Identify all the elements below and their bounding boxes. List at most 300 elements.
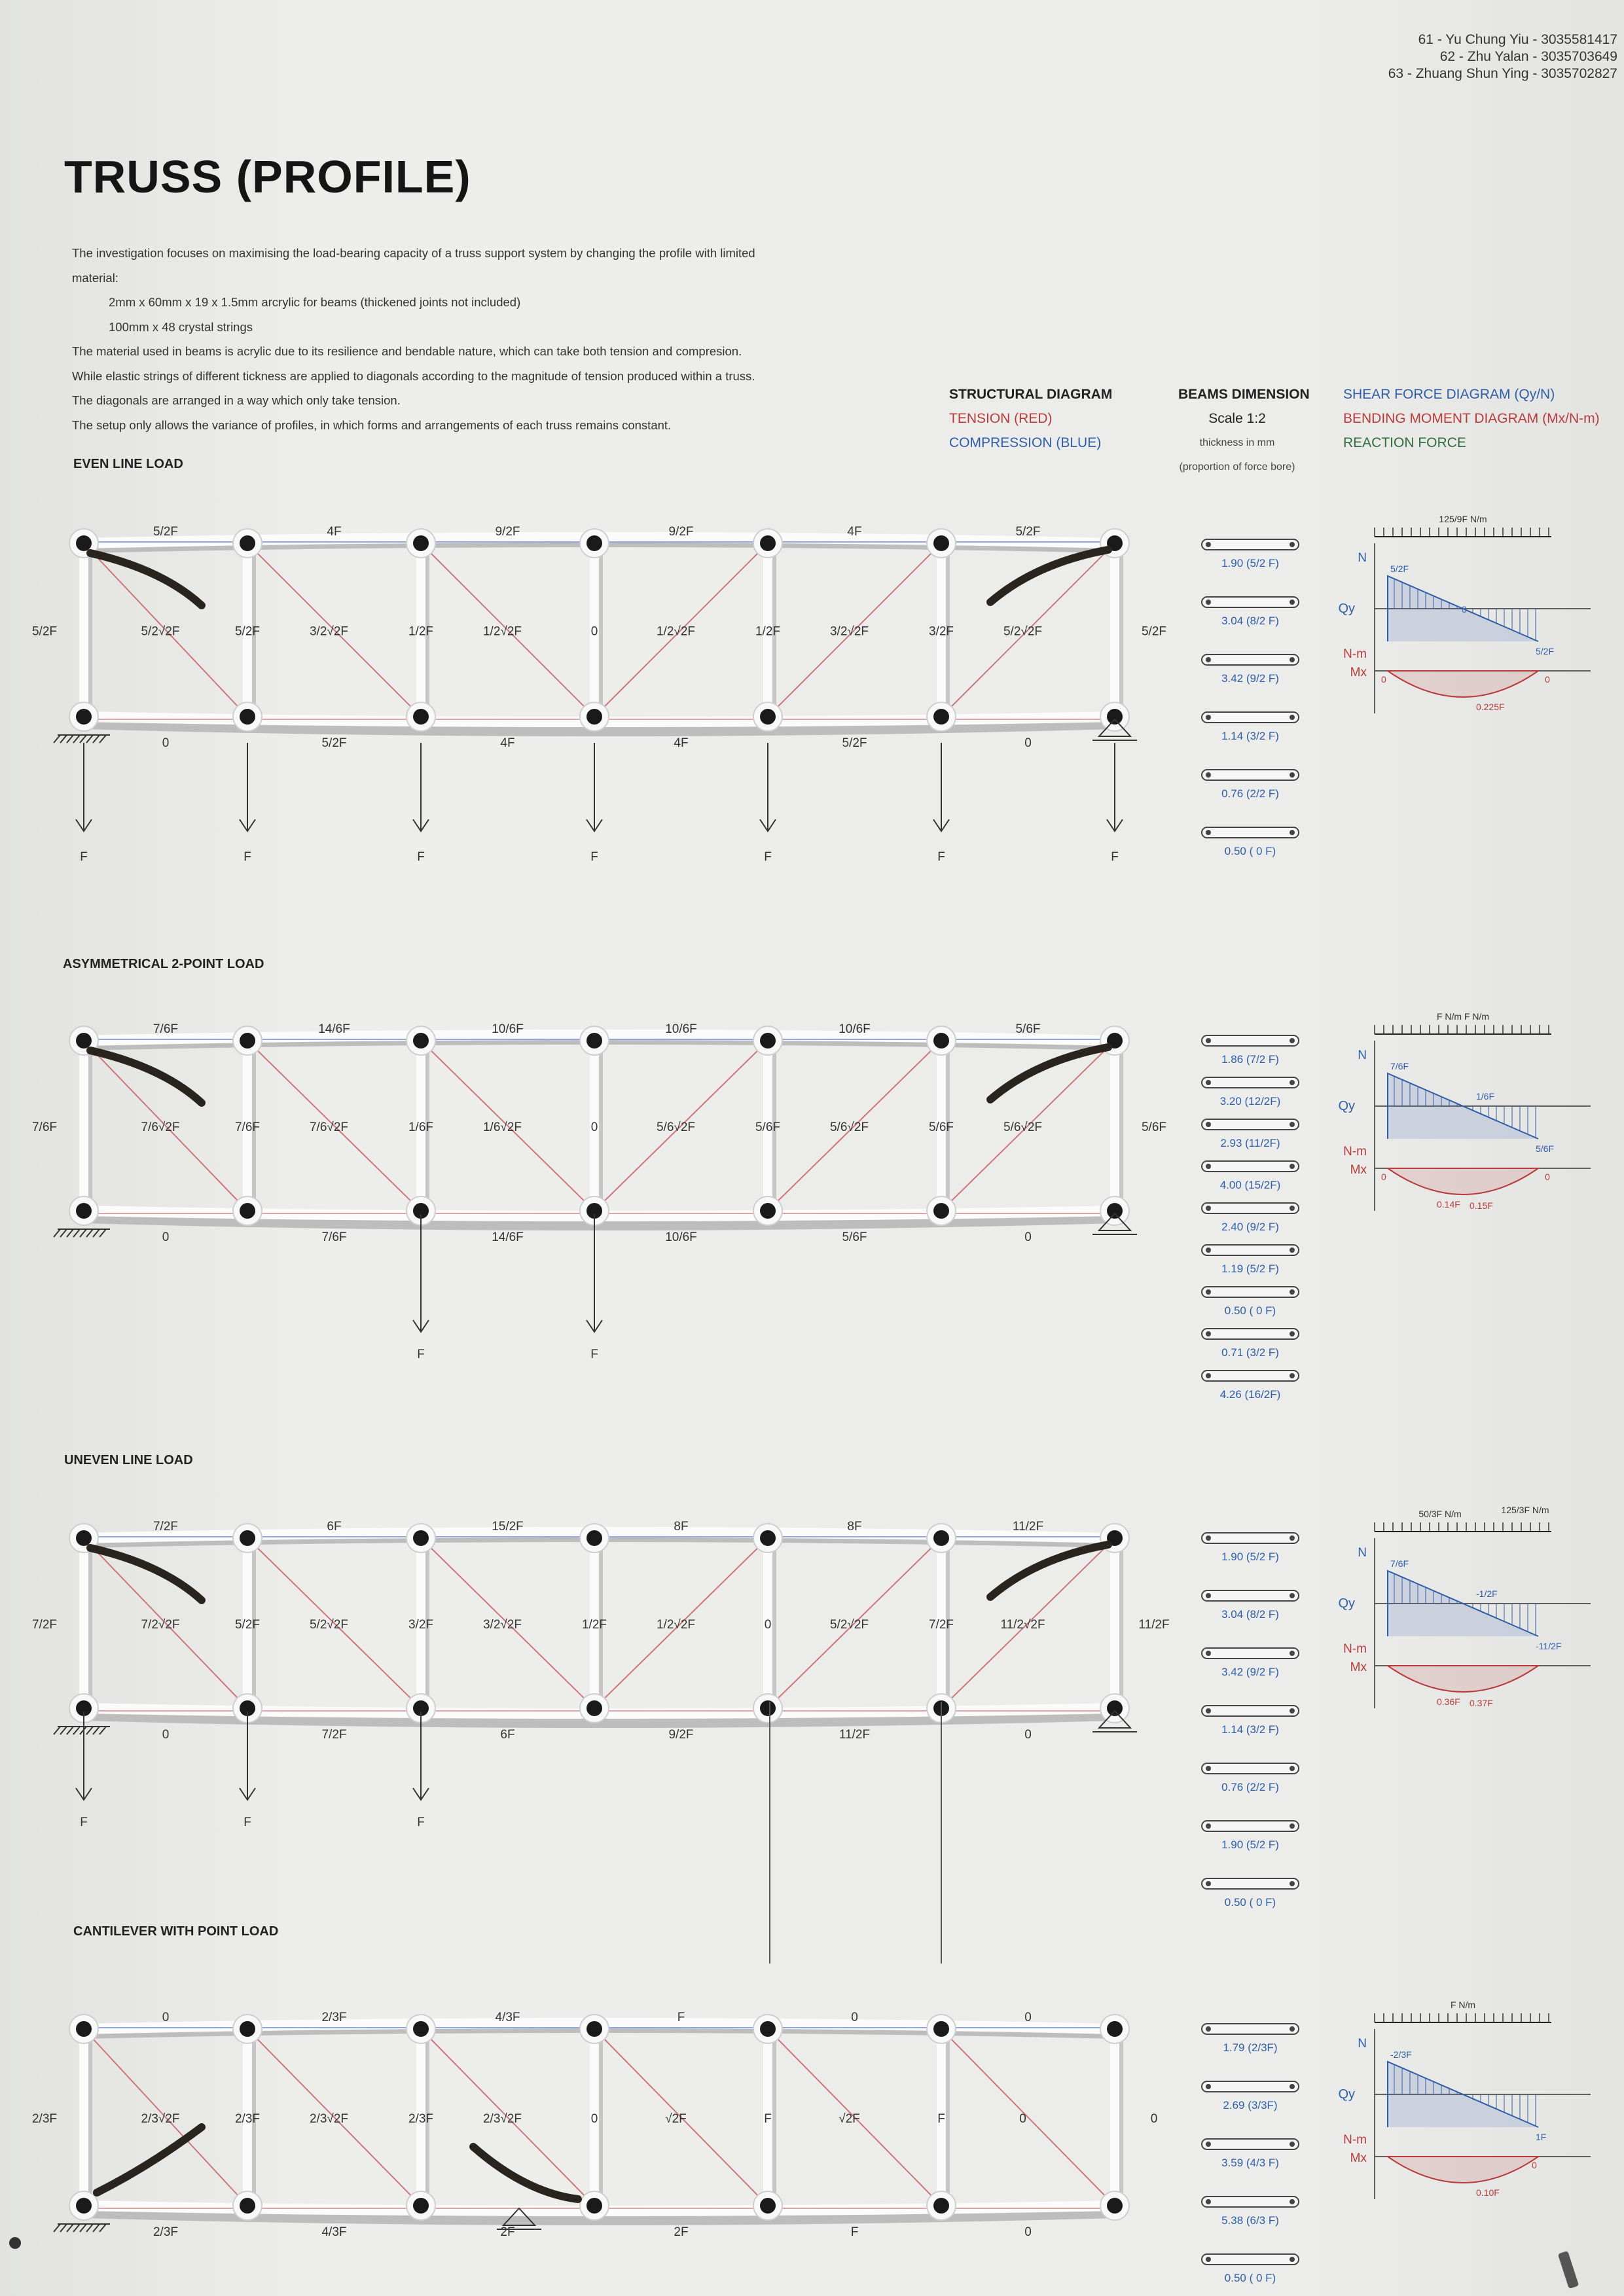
intro-line: While elastic strings of different tickness are applied to diagonals according to the magnitude of tension produced within a truss.	[72, 368, 755, 383]
hatch-line	[60, 735, 67, 743]
beam-shape-icon	[1202, 827, 1299, 838]
member-force-label: 0	[590, 2112, 598, 2126]
legend-proportion: (proportion of force bore)	[1179, 461, 1295, 473]
joint-bolt-icon	[760, 535, 776, 551]
joint-bolt-icon	[760, 1530, 776, 1546]
diagram-load-label: 125/9F N/m	[1439, 514, 1487, 524]
hatch-line	[99, 2224, 106, 2232]
intro-line: 2mm x 60mm x 19 x 1.5mm arcrylic for beams (thickened joints not included)	[109, 295, 521, 309]
top-force-label: 2/3F	[321, 2011, 347, 2024]
diagram-load-label: 50/3F N/m	[1418, 1509, 1462, 1519]
moment-diagram	[1388, 2157, 1538, 2183]
top-force-label: 0	[162, 2011, 170, 2024]
beam-hole-icon	[1206, 1373, 1211, 1378]
top-force-label: 4/3F	[495, 2011, 520, 2024]
joint-bolt-icon	[76, 535, 92, 551]
hatch-line	[54, 735, 60, 743]
bottom-force-label: 2F	[500, 2225, 515, 2239]
top-force-label: 4F	[847, 525, 862, 539]
shear-value-label: 1/6F	[1476, 1091, 1495, 1102]
top-force-label: 15/2F	[492, 1520, 524, 1534]
member-force-label: 7/2F	[928, 1618, 954, 1632]
beam-hole-icon	[1290, 1080, 1295, 1085]
beam-dimension-label: 3.42 (9/2 F)	[1221, 1666, 1279, 1678]
beam-dimension-label: 1.19 (5/2 F)	[1221, 1263, 1279, 1275]
beam-hole-icon	[1290, 1535, 1295, 1541]
joint-bolt-icon	[413, 709, 429, 725]
shear-value-label: 0	[1462, 604, 1467, 615]
member-force-label: 2/3F	[31, 2112, 58, 2126]
moment-value-label: 0.14F	[1437, 1199, 1460, 1210]
moment-value-label: 0.225F	[1476, 702, 1505, 712]
beam-hole-icon	[1290, 1247, 1295, 1253]
qy-axis-label: Qy	[1338, 601, 1355, 616]
beam-dimension-label: 2.93 (11/2F)	[1220, 1137, 1280, 1149]
corner-strip	[990, 550, 1108, 602]
beam-dimension-label: 1.90 (5/2 F)	[1221, 1839, 1279, 1851]
load-label: F	[1111, 850, 1119, 864]
hatch-line	[80, 2224, 86, 2232]
member-force-label: 1/2√2F	[656, 1618, 696, 1632]
n-axis-label: N	[1358, 551, 1367, 565]
moment-value-label: 0	[1381, 1172, 1386, 1182]
section-label: EVEN LINE LOAD	[73, 457, 183, 471]
hatch-line	[67, 1229, 73, 1237]
hatch-line	[67, 735, 73, 743]
shear-value-label: -2/3F	[1390, 2049, 1412, 2060]
beam-shape-icon	[1202, 1161, 1299, 1172]
joint-bolt-icon	[240, 1033, 255, 1049]
intro-line: The diagonals are arranged in a way which only take tension.	[72, 393, 401, 407]
joint-bolt-icon	[240, 2021, 255, 2037]
corner-strip	[97, 2127, 202, 2193]
joint-bolt-icon	[413, 1033, 429, 1049]
bottom-force-label: F	[850, 2225, 859, 2239]
shear-value-label: -1/2F	[1476, 1588, 1498, 1599]
member-force-label: 0	[590, 624, 598, 639]
member-force-label: 3/2F	[928, 624, 954, 639]
member-force-label: 5/6√2F	[1003, 1121, 1043, 1134]
member-force-label: √2F	[665, 2112, 687, 2126]
member-force-label: 5/6√2F	[656, 1121, 696, 1134]
beam-hole-icon	[1206, 2257, 1211, 2262]
hatch-line	[86, 1229, 93, 1237]
legend-diagrams	[1343, 382, 1600, 455]
beam-shape-icon	[1202, 1533, 1299, 1543]
beam-hole-icon	[1206, 1122, 1211, 1127]
beam-hole-icon	[1206, 2026, 1211, 2032]
bottom-force-label: 5/2F	[842, 736, 867, 750]
beam-shape-icon	[1202, 1077, 1299, 1088]
diagram-load-label: F N/m F N/m	[1436, 1011, 1490, 1022]
joint-bolt-icon	[760, 2021, 776, 2037]
moment-value-label: 0	[1381, 674, 1386, 685]
beam-hole-icon	[1206, 1247, 1211, 1253]
qy-axis-label: Qy	[1338, 1099, 1355, 1113]
bottom-force-label: 0	[1024, 2225, 1032, 2239]
beam-dimension-label: 1.14 (3/2 F)	[1221, 1723, 1279, 1736]
beam-dimension-label: 3.42 (9/2 F)	[1221, 672, 1279, 685]
member-force-label: 7/6√2F	[141, 1121, 180, 1134]
beam-dimension-label: 3.04 (8/2 F)	[1221, 1608, 1279, 1621]
member-force-label: 1/2√2F	[482, 624, 522, 639]
top-force-label: 10/6F	[492, 1022, 524, 1036]
beam-hole-icon	[1290, 2142, 1295, 2147]
load-label: F	[80, 1816, 88, 1829]
bottom-force-label: 6F	[500, 1728, 515, 1742]
joint-bolt-icon	[586, 2021, 602, 2037]
load-label: F	[764, 850, 772, 864]
joint-bolt-icon	[933, 1530, 949, 1546]
truss-section	[0, 1964, 1624, 2291]
bottom-force-label: 7/6F	[321, 1230, 347, 1244]
member-force-label: 0	[1019, 2112, 1026, 2126]
member-force-label: 0	[1150, 2112, 1158, 2126]
joint-bolt-icon	[933, 2198, 949, 2214]
credit-line: 62 - Zhu Yalan - 3035703649	[1439, 49, 1617, 64]
member-force-label: 3/2√2F	[829, 624, 869, 639]
legend-thickness: thickness in mm	[1199, 437, 1275, 448]
bottom-force-label: 2F	[674, 2225, 689, 2239]
beam-shape-icon	[1202, 2024, 1299, 2034]
top-force-label: 11/2F	[1012, 1520, 1044, 1534]
n-axis-label: N	[1358, 1546, 1367, 1560]
beam-shape-icon	[1202, 2139, 1299, 2149]
hatch-line	[99, 1229, 106, 1237]
joint-bolt-icon	[413, 1530, 429, 1546]
mx-axis-label: Mx	[1350, 2151, 1367, 2165]
member-force-label: 5/6F	[755, 1121, 781, 1134]
beam-shape-icon	[1202, 1245, 1299, 1255]
member-force-label: 1/6√2F	[482, 1121, 522, 1134]
bottom-force-label: 0	[1024, 736, 1032, 750]
hatch-line	[93, 735, 99, 743]
beam-dimension-label: 0.76 (2/2 F)	[1221, 787, 1279, 800]
moment-diagram	[1388, 671, 1538, 697]
member-force-label: 2/3√2F	[141, 2112, 180, 2126]
hatch-line	[60, 1229, 67, 1237]
beam-dimension-label: 0.50 ( 0 F)	[1224, 1896, 1276, 1909]
beam-hole-icon	[1206, 1289, 1211, 1295]
member-force-label: 5/2F	[234, 624, 261, 639]
beam-hole-icon	[1206, 1651, 1211, 1656]
beam-hole-icon	[1290, 2257, 1295, 2262]
member-force-label: F	[937, 2112, 945, 2126]
qy-axis-label: Qy	[1338, 2087, 1355, 2102]
hatch-line	[73, 2224, 80, 2232]
cantilever-load-lines	[0, 1702, 1624, 1977]
beam-hole-icon	[1206, 1206, 1211, 1211]
member-force-label: 2/3√2F	[482, 2112, 522, 2126]
member-force-label: 5/2√2F	[141, 624, 180, 639]
top-force-label: 0	[851, 2011, 858, 2024]
intro-text	[72, 241, 897, 437]
member-force-label: 5/2√2F	[1003, 624, 1043, 639]
beam-dimension-label: 4.26 (16/2F)	[1219, 1388, 1281, 1401]
beam-hole-icon	[1290, 2026, 1295, 2032]
n-axis-label: N	[1358, 2037, 1367, 2051]
hatch-line	[80, 735, 86, 743]
shear-value-label: -11/2F	[1536, 1641, 1562, 1651]
beam-hole-icon	[1206, 657, 1211, 662]
moment-value-label: 0.37F	[1470, 1698, 1493, 1708]
beam-hole-icon	[1206, 1080, 1211, 1085]
beam-hole-icon	[1206, 1038, 1211, 1043]
load-label: F	[417, 850, 425, 864]
member-force-label: 5/2√2F	[829, 1618, 869, 1632]
beam-dimension-label: 1.79 (2/3F)	[1223, 2041, 1278, 2054]
joint-bolt-icon	[760, 1203, 776, 1219]
section-label: CANTILEVER WITH POINT LOAD	[73, 1924, 279, 1939]
beam-dimension-label: 2.69 (3/3F)	[1223, 2099, 1278, 2111]
beam-hole-icon	[1290, 1593, 1295, 1598]
hatch-line	[54, 2224, 60, 2232]
member-force-label: 1/2F	[755, 624, 781, 639]
hatch-line	[60, 2224, 67, 2232]
section-label: UNEVEN LINE LOAD	[64, 1453, 193, 1467]
shear-value-label: 5/2F	[1390, 564, 1409, 574]
member-force-label: √2F	[839, 2112, 860, 2126]
qy-axis-label: Qy	[1338, 1596, 1355, 1611]
diagram-load-label: 125/3F N/m	[1501, 1505, 1549, 1515]
beam-shape-icon	[1202, 712, 1299, 723]
corner-strip	[90, 553, 202, 605]
top-force-label: 7/2F	[153, 1520, 179, 1534]
legend-reaction: REACTION FORCE	[1343, 435, 1466, 450]
joint-bolt-icon	[413, 2021, 429, 2037]
top-force-label: 7/6F	[153, 1022, 179, 1036]
beam-hole-icon	[1206, 715, 1211, 720]
mx-axis-label: Mx	[1350, 1163, 1367, 1177]
top-force-label: 5/2F	[153, 525, 179, 539]
moment-value-label: 0	[1545, 1172, 1550, 1182]
moment-value-label: 0.10F	[1476, 2187, 1500, 2198]
credit-line: 61 - Yu Chung Yiu - 3035581417	[1418, 32, 1617, 47]
joint-bolt-icon	[240, 709, 255, 725]
beam-hole-icon	[1290, 1331, 1295, 1336]
joint-bolt-icon	[586, 535, 602, 551]
beam-shape-icon	[1202, 1119, 1299, 1130]
corner-strip	[90, 1548, 202, 1600]
member-force-label: 0	[590, 1121, 598, 1134]
member-force-label: 3/2√2F	[482, 1618, 522, 1632]
beam-shape-icon	[1202, 1648, 1299, 1659]
member-force-label: 2/3√2F	[309, 2112, 349, 2126]
beam-dimension-label: 4.00 (15/2F)	[1219, 1179, 1281, 1191]
top-force-label: 5/6F	[1015, 1022, 1041, 1036]
beam-shape-icon	[1202, 2254, 1299, 2265]
joint-bolt-icon	[1107, 709, 1123, 725]
beam-shape-icon	[1202, 655, 1299, 665]
bottom-force-label: 0	[1024, 1230, 1032, 1244]
joint-bolt-icon	[586, 1530, 602, 1546]
legend-shear: SHEAR FORCE DIAGRAM (Qy/N)	[1343, 387, 1555, 402]
legend-tension: TENSION (RED)	[949, 411, 1053, 426]
beam-hole-icon	[1290, 2199, 1295, 2204]
beam-dimension-label: 0.76 (2/2 F)	[1221, 1781, 1279, 1793]
beam-hole-icon	[1290, 1122, 1295, 1127]
top-force-label: 10/6F	[839, 1022, 871, 1036]
member-force-label: 5/2F	[31, 624, 58, 639]
joint-bolt-icon	[76, 709, 92, 725]
beam-hole-icon	[1206, 542, 1211, 547]
hatch-line	[80, 1229, 86, 1237]
diagram-load-label: F N/m	[1450, 2000, 1476, 2010]
beam-shape-icon	[1202, 770, 1299, 780]
joint-bolt-icon	[413, 2198, 429, 2214]
beam-dimension-label: 0.50 ( 0 F)	[1224, 2272, 1276, 2284]
joint-bolt-icon	[76, 1033, 92, 1049]
corner-strip	[90, 1050, 202, 1103]
member-force-label: 11/2√2F	[1000, 1618, 1045, 1632]
beam-shape-icon	[1202, 1287, 1299, 1297]
member-force-label: 5/2√2F	[309, 1618, 349, 1632]
member-force-label: 1/2√2F	[656, 624, 696, 639]
hatch-line	[93, 1229, 99, 1237]
beam-hole-icon	[1290, 830, 1295, 835]
member-force-label: 5/6F	[928, 1121, 954, 1134]
intro-line: The material used in beams is acrylic due to its resilience and bendable nature, which can take both tension and compresion.	[72, 344, 742, 358]
joint-bolt-icon	[240, 2198, 255, 2214]
top-force-label: 8F	[674, 1520, 689, 1534]
member-force-label: 7/2F	[31, 1618, 58, 1632]
beam-hole-icon	[1206, 2084, 1211, 2089]
top-force-label: 5/2F	[1015, 525, 1041, 539]
bottom-force-label: 5/2F	[321, 736, 347, 750]
hatch-line	[73, 735, 80, 743]
joint-bolt-icon	[586, 2198, 602, 2214]
beam-hole-icon	[1290, 1289, 1295, 1295]
poster-title: TRUSS (PROFILE)	[64, 151, 471, 202]
joint-bolt-icon	[933, 1033, 949, 1049]
joint-bolt-icon	[1107, 2198, 1123, 2214]
intro-line: The investigation focuses on maximising the load-bearing capacity of a truss support system by changing the profile with limited	[72, 246, 755, 260]
top-force-label: F	[677, 2011, 685, 2024]
hatch-line	[93, 2224, 99, 2232]
beam-dimension-label: 1.14 (3/2 F)	[1221, 730, 1279, 742]
mx-axis-label: Mx	[1350, 666, 1367, 679]
member-force-label: 5/6√2F	[829, 1121, 869, 1134]
intro-line: 100mm x 48 crystal strings	[109, 319, 253, 334]
joint-bolt-icon	[413, 535, 429, 551]
shear-value-label: 1F	[1536, 2132, 1547, 2142]
corner-strip	[990, 1047, 1108, 1100]
load-label: F	[244, 1816, 251, 1829]
beam-hole-icon	[1290, 542, 1295, 547]
joint-bolt-icon	[240, 1203, 255, 1219]
member-force-label: 5/6F	[1141, 1121, 1167, 1134]
member-force-label: 7/6√2F	[309, 1121, 349, 1134]
joint-bolt-icon	[240, 535, 255, 551]
joint-bolt-icon	[240, 1530, 255, 1546]
moment-value-label: 0.15F	[1470, 1200, 1493, 1211]
legend-scale: Scale 1:2	[1208, 411, 1266, 426]
beam-hole-icon	[1290, 657, 1295, 662]
member-force-label: 3/2F	[408, 1618, 434, 1632]
joint-bolt-icon	[933, 1203, 949, 1219]
moment-value-label: 0.36F	[1437, 1696, 1460, 1707]
load-label: F	[417, 1816, 425, 1829]
bottom-force-label: 4F	[674, 736, 689, 750]
bottom-force-label: 11/2F	[839, 1728, 871, 1742]
mx-axis-label: Mx	[1350, 1660, 1367, 1674]
beam-hole-icon	[1290, 715, 1295, 720]
beam-hole-icon	[1290, 772, 1295, 778]
legend-beams-title: BEAMS DIMENSION	[1178, 387, 1310, 402]
load-label: F	[417, 1348, 425, 1361]
member-force-label: 1/2F	[581, 1618, 607, 1632]
truss-section	[0, 497, 1624, 890]
beam-hole-icon	[1206, 1535, 1211, 1541]
beam-shape-icon	[1202, 1035, 1299, 1046]
member-force-label: 1/6F	[408, 1121, 434, 1134]
joint-bolt-icon	[1107, 1203, 1123, 1219]
beam-hole-icon	[1206, 2199, 1211, 2204]
load-label: F	[590, 850, 598, 864]
beam-hole-icon	[1206, 1331, 1211, 1336]
bottom-force-label: 4/3F	[321, 2225, 347, 2239]
hatch-line	[99, 735, 106, 743]
bottom-force-label: 0	[162, 736, 170, 750]
load-label: F	[244, 850, 251, 864]
load-label: F	[80, 850, 88, 864]
member-force-label: 1/2F	[408, 624, 434, 639]
legend-bending: BENDING MOMENT DIAGRAM (Mx/N-m)	[1343, 411, 1600, 426]
beam-hole-icon	[1290, 1038, 1295, 1043]
joint-bolt-icon	[76, 2198, 92, 2214]
beam-hole-icon	[1290, 600, 1295, 605]
top-force-label: 6F	[327, 1520, 342, 1534]
moment-diagram	[1388, 1666, 1538, 1692]
joint-bolt-icon	[933, 2021, 949, 2037]
section-label: ASYMMETRICAL 2-POINT LOAD	[63, 957, 264, 971]
beam-dimension-label: 3.20 (12/2F)	[1219, 1095, 1281, 1107]
load-label: F	[590, 1348, 598, 1361]
intro-line: The setup only allows the variance of profiles, in which forms and arrangements of each truss remains constant.	[72, 418, 672, 432]
beam-hole-icon	[1290, 1651, 1295, 1656]
legend-compression: COMPRESSION (BLUE)	[949, 435, 1102, 450]
nm-axis-label: N-m	[1343, 1642, 1367, 1656]
beam-dimension-label: 0.50 ( 0 F)	[1224, 845, 1276, 857]
hatch-line	[67, 2224, 73, 2232]
bottom-force-label: 7/2F	[321, 1728, 347, 1742]
bottom-force-label: 4F	[500, 736, 515, 750]
shear-value-label: 5/2F	[1536, 646, 1555, 656]
beam-hole-icon	[1290, 1373, 1295, 1378]
beam-shape-icon	[1202, 539, 1299, 550]
top-force-label: 4F	[327, 525, 342, 539]
beam-shape-icon	[1202, 1329, 1299, 1339]
shear-value-label: 7/6F	[1390, 1061, 1409, 1071]
member-force-label: 5/2F	[1141, 624, 1167, 639]
corner-strip	[990, 1545, 1108, 1597]
top-force-label: 10/6F	[665, 1022, 697, 1036]
bottom-force-label: 5/6F	[842, 1230, 867, 1244]
member-force-label: 7/6F	[234, 1121, 261, 1134]
beam-dimension-label: 1.86 (7/2 F)	[1221, 1053, 1279, 1066]
bottom-force-label: 2/3F	[153, 2225, 179, 2239]
bottom-force-label: 0	[162, 1230, 170, 1244]
member-force-label: 11/2F	[1138, 1618, 1170, 1632]
beam-shape-icon	[1202, 2081, 1299, 2092]
beam-hole-icon	[1206, 830, 1211, 835]
moment-diagram	[1388, 1168, 1538, 1194]
bottom-force-label: 0	[162, 1728, 170, 1742]
member-force-label: 3/2√2F	[309, 624, 349, 639]
top-force-label: 8F	[847, 1520, 862, 1534]
beam-dimension-label: 3.04 (8/2 F)	[1221, 615, 1279, 627]
joint-bolt-icon	[586, 709, 602, 725]
